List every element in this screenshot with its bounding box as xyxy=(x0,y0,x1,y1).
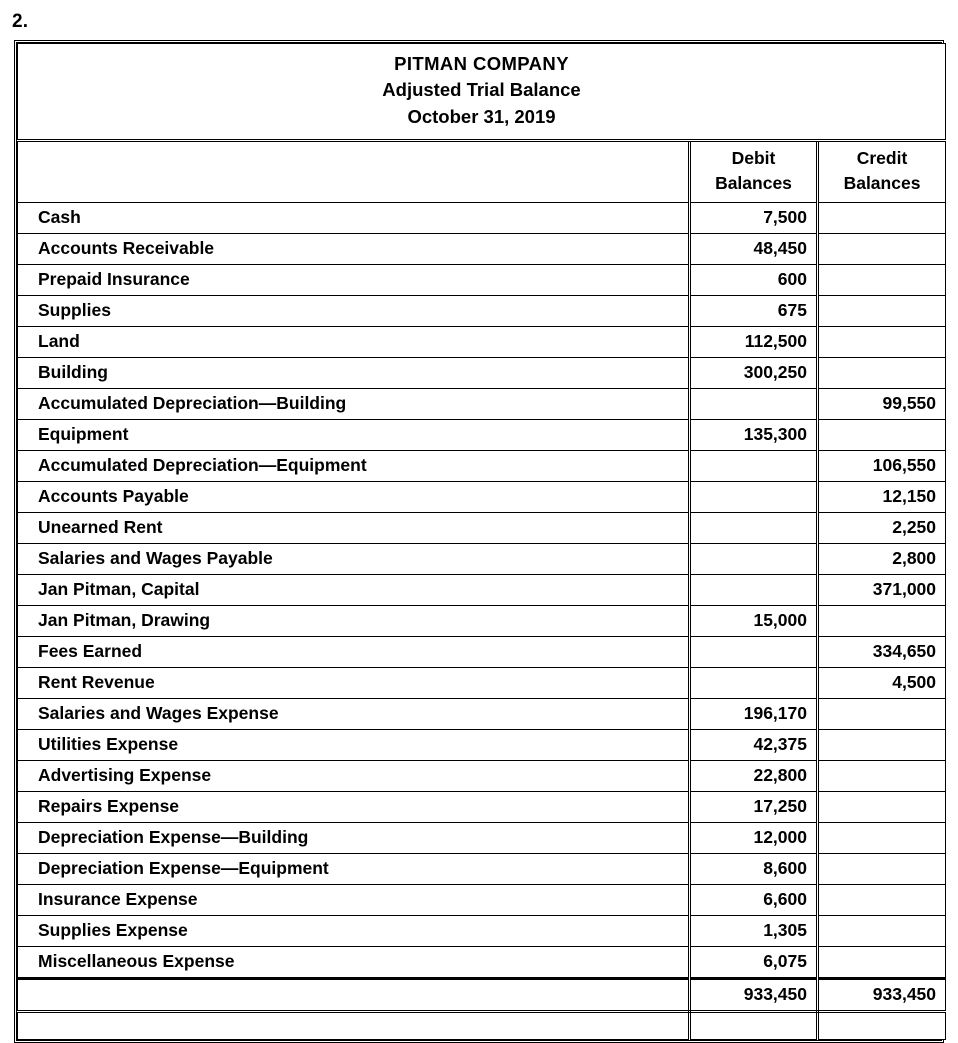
credit-amount-cell xyxy=(818,295,946,326)
debit-amount-cell xyxy=(690,543,818,574)
credit-amount-cell xyxy=(818,357,946,388)
trial-balance-table-frame xyxy=(14,40,944,1043)
debit-amount-cell: 15,000 xyxy=(690,605,818,636)
total-debit-cell: 933,450 xyxy=(690,978,818,1011)
account-name-cell: Salaries and Wages Payable xyxy=(18,543,690,574)
credit-amount-cell: 2,250 xyxy=(818,512,946,543)
header-description-blank xyxy=(18,140,690,202)
debit-amount-cell: 17,250 xyxy=(690,791,818,822)
credit-amount-cell: 4,500 xyxy=(818,667,946,698)
credit-amount-cell xyxy=(818,605,946,636)
account-name-cell: Accounts Receivable xyxy=(18,233,690,264)
account-name-cell: Jan Pitman, Capital xyxy=(18,574,690,605)
credit-amount-cell xyxy=(818,326,946,357)
table-row xyxy=(18,791,946,822)
credit-amount-cell xyxy=(818,729,946,760)
account-name-cell: Building xyxy=(18,357,690,388)
table-row xyxy=(18,915,946,946)
credit-amount-cell xyxy=(818,915,946,946)
report-title-cell xyxy=(18,44,946,141)
table-row xyxy=(18,233,946,264)
debit-amount-cell: 300,250 xyxy=(690,357,818,388)
credit-amount-cell xyxy=(818,264,946,295)
header-credit-line1: Credit xyxy=(856,147,908,168)
company-name: PITMAN COMPANY xyxy=(394,53,569,74)
table-row xyxy=(18,698,946,729)
table-row xyxy=(18,388,946,419)
total-credit-cell: 933,450 xyxy=(818,978,946,1011)
table-row xyxy=(18,667,946,698)
account-name-cell: Depreciation Expense—Equipment xyxy=(18,853,690,884)
credit-amount-cell: 371,000 xyxy=(818,574,946,605)
header-credit-line2: Balances xyxy=(843,173,921,194)
table-row xyxy=(18,636,946,667)
debit-amount-cell xyxy=(690,512,818,543)
table-row xyxy=(18,295,946,326)
table-row xyxy=(18,357,946,388)
account-name-cell: Fees Earned xyxy=(18,636,690,667)
debit-amount-cell xyxy=(690,450,818,481)
table-row xyxy=(18,481,946,512)
trailing-description-cell xyxy=(18,1011,690,1039)
question-number: 2. xyxy=(12,11,29,32)
table-row xyxy=(18,512,946,543)
debit-amount-cell: 6,600 xyxy=(690,884,818,915)
credit-amount-cell xyxy=(818,760,946,791)
account-name-cell: Unearned Rent xyxy=(18,512,690,543)
table-row xyxy=(18,543,946,574)
account-name-cell: Accumulated Depreciation—Building xyxy=(18,388,690,419)
account-name-cell: Jan Pitman, Drawing xyxy=(18,605,690,636)
table-row xyxy=(18,326,946,357)
debit-amount-cell: 12,000 xyxy=(690,822,818,853)
debit-amount-cell xyxy=(690,481,818,512)
account-name-cell: Miscellaneous Expense xyxy=(18,946,690,978)
account-name-cell: Cash xyxy=(18,202,690,233)
table-row xyxy=(18,574,946,605)
table-row xyxy=(18,946,946,978)
table-row xyxy=(18,853,946,884)
table-row xyxy=(18,822,946,853)
account-name-cell: Utilities Expense xyxy=(18,729,690,760)
debit-amount-cell: 675 xyxy=(690,295,818,326)
trailing-empty-row xyxy=(18,1011,946,1039)
statement-name: Adjusted Trial Balance xyxy=(382,79,581,101)
trailing-debit-cell xyxy=(690,1011,818,1039)
table-row xyxy=(18,760,946,791)
table-body xyxy=(18,44,946,1040)
adjusted-trial-balance-table xyxy=(17,43,946,1040)
debit-amount-cell xyxy=(690,388,818,419)
header-debit-line1: Debit xyxy=(731,147,776,168)
column-header-row xyxy=(18,140,946,202)
account-name-cell: Salaries and Wages Expense xyxy=(18,698,690,729)
debit-amount-cell: 7,500 xyxy=(690,202,818,233)
table-row xyxy=(18,729,946,760)
debit-amount-cell: 42,375 xyxy=(690,729,818,760)
account-name-cell: Accounts Payable xyxy=(18,481,690,512)
account-name-cell: Advertising Expense xyxy=(18,760,690,791)
account-name-cell: Equipment xyxy=(18,419,690,450)
header-credit-balances xyxy=(818,140,946,202)
credit-amount-cell: 99,550 xyxy=(818,388,946,419)
header-debit-line2: Balances xyxy=(715,173,792,194)
credit-amount-cell xyxy=(818,791,946,822)
debit-amount-cell: 6,075 xyxy=(690,946,818,978)
statement-date: October 31, 2019 xyxy=(407,105,556,127)
credit-amount-cell xyxy=(818,698,946,729)
debit-amount-cell xyxy=(690,667,818,698)
account-name-cell: Insurance Expense xyxy=(18,884,690,915)
credit-amount-cell xyxy=(818,884,946,915)
account-name-cell: Rent Revenue xyxy=(18,667,690,698)
debit-amount-cell: 22,800 xyxy=(690,760,818,791)
table-row xyxy=(18,419,946,450)
debit-amount-cell: 1,305 xyxy=(690,915,818,946)
report-title-row xyxy=(18,44,946,141)
credit-amount-cell: 334,650 xyxy=(818,636,946,667)
debit-amount-cell: 196,170 xyxy=(690,698,818,729)
debit-amount-cell: 135,300 xyxy=(690,419,818,450)
totals-label-cell xyxy=(18,978,690,1011)
debit-amount-cell: 48,450 xyxy=(690,233,818,264)
debit-amount-cell: 8,600 xyxy=(690,853,818,884)
credit-amount-cell xyxy=(818,233,946,264)
debit-amount-cell: 600 xyxy=(690,264,818,295)
trailing-credit-cell xyxy=(818,1011,946,1039)
debit-amount-cell xyxy=(690,636,818,667)
credit-amount-cell xyxy=(818,202,946,233)
credit-amount-cell xyxy=(818,822,946,853)
credit-amount-cell xyxy=(818,419,946,450)
credit-amount-cell xyxy=(818,946,946,978)
table-row xyxy=(18,202,946,233)
table-row xyxy=(18,264,946,295)
account-name-cell: Supplies Expense xyxy=(18,915,690,946)
table-row xyxy=(18,884,946,915)
account-name-cell: Prepaid Insurance xyxy=(18,264,690,295)
credit-amount-cell xyxy=(818,853,946,884)
account-name-cell: Land xyxy=(18,326,690,357)
header-debit-balances xyxy=(690,140,818,202)
account-name-cell: Accumulated Depreciation—Equipment xyxy=(18,450,690,481)
account-name-cell: Repairs Expense xyxy=(18,791,690,822)
account-name-cell: Supplies xyxy=(18,295,690,326)
debit-amount-cell: 112,500 xyxy=(690,326,818,357)
table-row xyxy=(18,450,946,481)
credit-amount-cell: 12,150 xyxy=(818,481,946,512)
totals-row xyxy=(18,978,946,1011)
table-row xyxy=(18,605,946,636)
account-name-cell: Depreciation Expense—Building xyxy=(18,822,690,853)
debit-amount-cell xyxy=(690,574,818,605)
credit-amount-cell: 106,550 xyxy=(818,450,946,481)
credit-amount-cell: 2,800 xyxy=(818,543,946,574)
